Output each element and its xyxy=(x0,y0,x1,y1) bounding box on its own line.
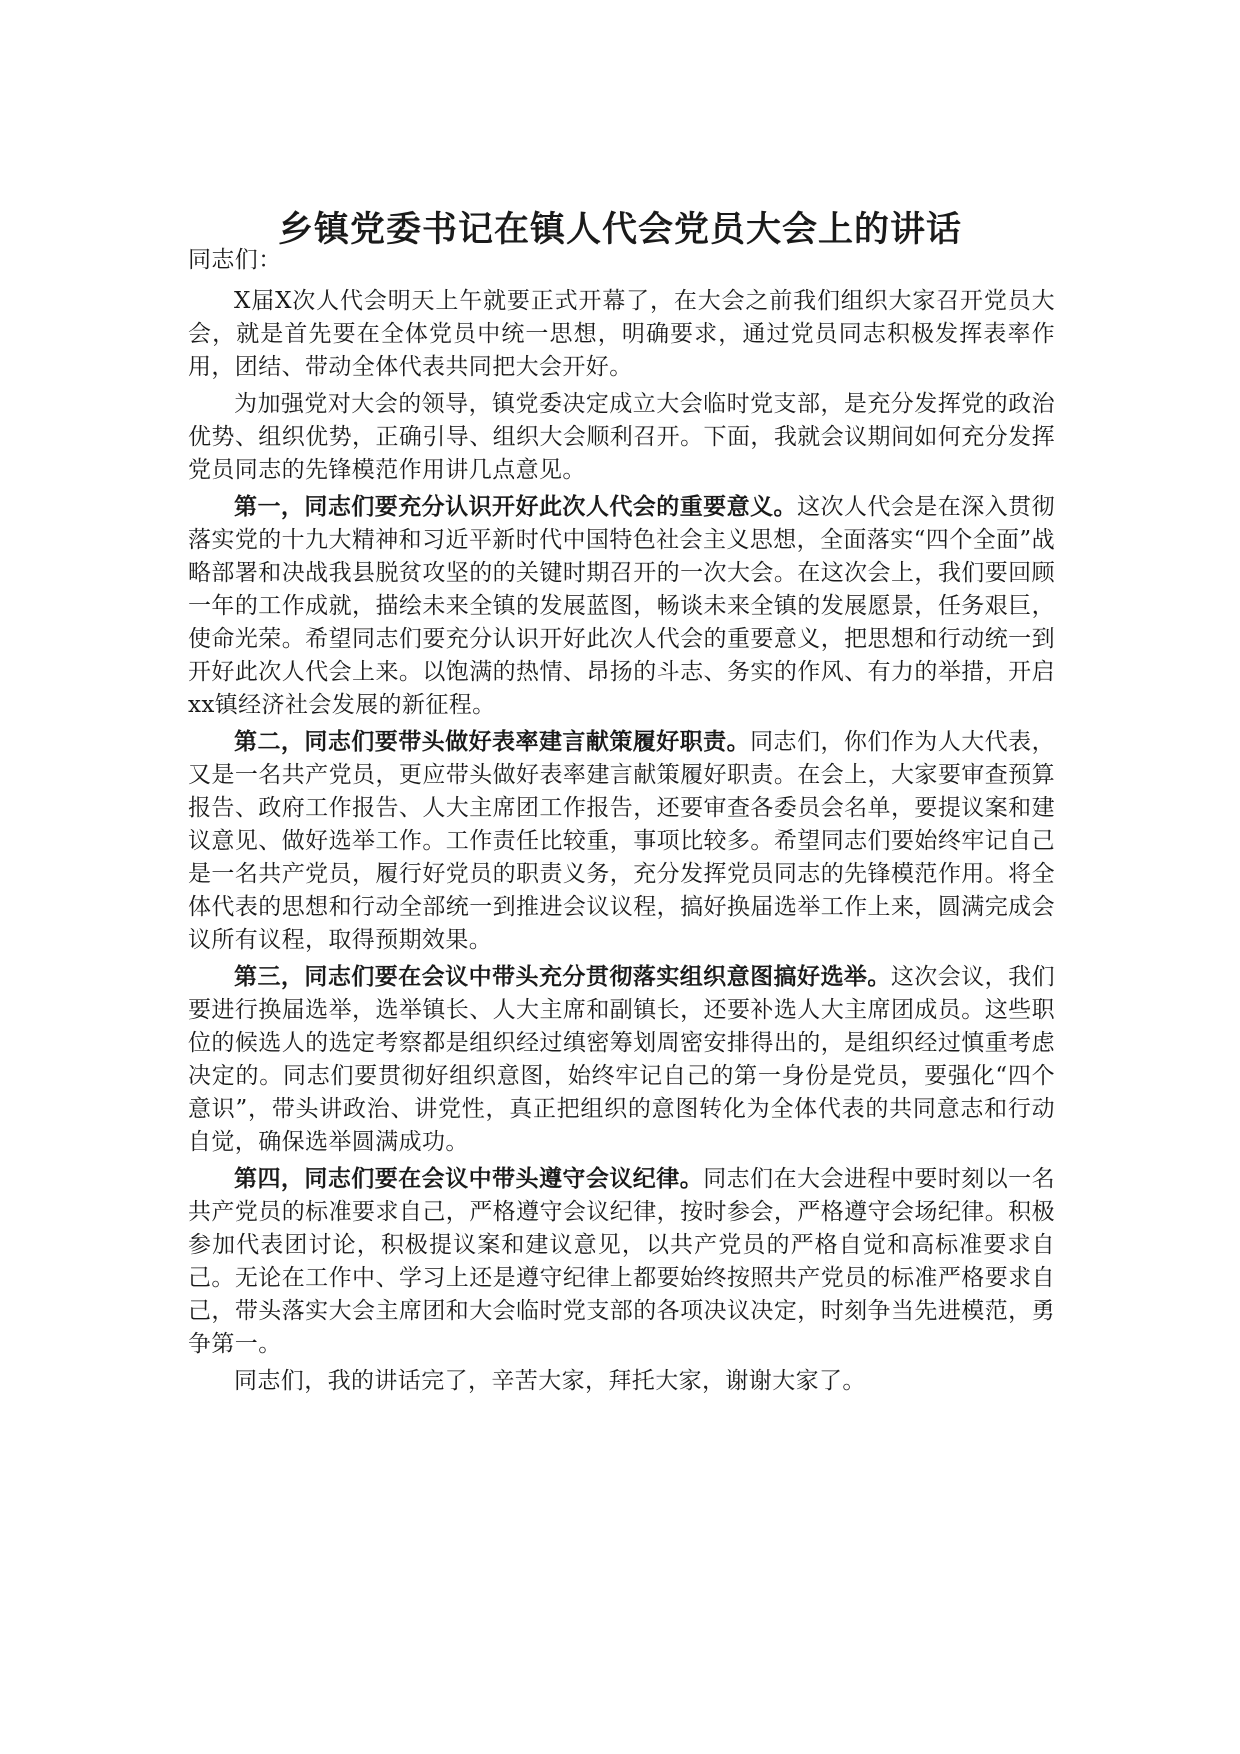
salutation: 同志们： xyxy=(188,247,282,273)
paragraph-lead: 第二，同志们要带头做好表率建言献策履好职责。 xyxy=(234,729,751,755)
paragraph-lead: 第三，同志们要在会议中带头充分贯彻落实组织意图搞好选举。 xyxy=(234,964,891,990)
paragraph-intro xyxy=(188,285,1055,384)
paragraph-text: X届X次人代会明天上午就要正式开幕了，在大会之前我们组织大家召开党员大会，就是首先要在全体党员中统一思想，明确要求，通过党员同志积极发挥表率作用，团结、带动全体代表共同把大会开好。 xyxy=(188,288,1055,380)
paragraph-text: 为加强党对大会的领导，镇党委决定成立大会临时党支部，是充分发挥党的政治优势、组织优势，正确引导、组织大会顺利召开。下面，我就会议期间如何充分发挥党员同志的先锋模范作用讲几点意见。 xyxy=(188,391,1055,483)
paragraph-closing xyxy=(188,1365,1055,1398)
document-title: 乡镇党委书记在镇人代会党员大会上的讲话 xyxy=(277,210,962,250)
paragraph-point-2 xyxy=(188,726,1055,957)
paragraph-lead: 第一，同志们要充分认识开好此次人代会的重要意义。 xyxy=(234,494,798,520)
paragraph-text: 同志们，你们作为人大代表，又是一名共产党员，更应带头做好表率建言献策履好职责。在会上，大家要审查预算报告、政府工作报告、人大主席团工作报告，还要审查各委员会名单，要提议案和建议意见、做好选举工作。工作责任比较重，事项比较多。希望同志们要始终牢记自己是一名共产党员，履行好党员的职责义务，充分发挥党员同志的先锋模范作用。将全体代表的思想和行动全部统一到推进会议议程，搞好换届选举工作上来，圆满完成会议所有议程，取得预期效果。 xyxy=(188,729,1055,953)
paragraph-text: 同志们在大会进程中要时刻以一名共产党员的标准要求自己，严格遵守会议纪律，按时参会，严格遵守会场纪律。积极参加代表团讨论，积极提议案和建议意见，以共产党员的严格自觉和高标准要求自己。无论在工作中、学习上还是遵守纪律上都要始终按照共产党员的标准严格要求自己，带头落实大会主席团和大会临时党支部的各项决议决定，时刻争当先进模范，勇争第一。 xyxy=(188,1166,1056,1357)
paragraph-lead: 第四，同志们要在会议中带头遵守会议纪律。 xyxy=(234,1166,704,1192)
paragraph-point-1 xyxy=(188,491,1055,722)
paragraph-text: 这次人代会是在深入贯彻落实党的十九大精神和习近平新时代中国特色社会主义思想，全面落实“四个全面”战略部署和决战我县脱贫攻坚的的关键时期召开的一次大会。在这次会上，我们要回顾一年的工作成就，描绘未来全镇的发展蓝图，畅谈未来全镇的发展愿景，任务艰巨，使命光荣。希望同志们要充分认识开好此次人代会的重要意义，把思想和行动统一到开好此次人代会上来。以饱满的热情、昂扬的斗志、务实的作风、有力的举措，开启xx镇经济社会发展的新征程。 xyxy=(188,494,1055,718)
paragraph-point-3 xyxy=(188,961,1055,1159)
paragraph-purpose xyxy=(188,388,1055,487)
document-body xyxy=(188,244,1055,1398)
paragraph-text: 同志们，我的讲话完了，辛苦大家，拜托大家，谢谢大家了。 xyxy=(234,1368,866,1394)
paragraph-text: 这次会议，我们要进行换届选举，选举镇长、人大主席和副镇长，还要补选人大主席团成员。这些职位的候选人的选定考察都是组织经过缜密筹划周密安排得出的，是组织经过慎重考虑决定的。同志们要贯彻好组织意图，始终牢记自己的第一身份是党员，要强化“四个意识”，带头讲政治、讲党性，真正把组织的意图转化为全体代表的共同意志和行动自觉，确保选举圆满成功。 xyxy=(188,964,1055,1155)
paragraph-point-4 xyxy=(188,1163,1055,1361)
